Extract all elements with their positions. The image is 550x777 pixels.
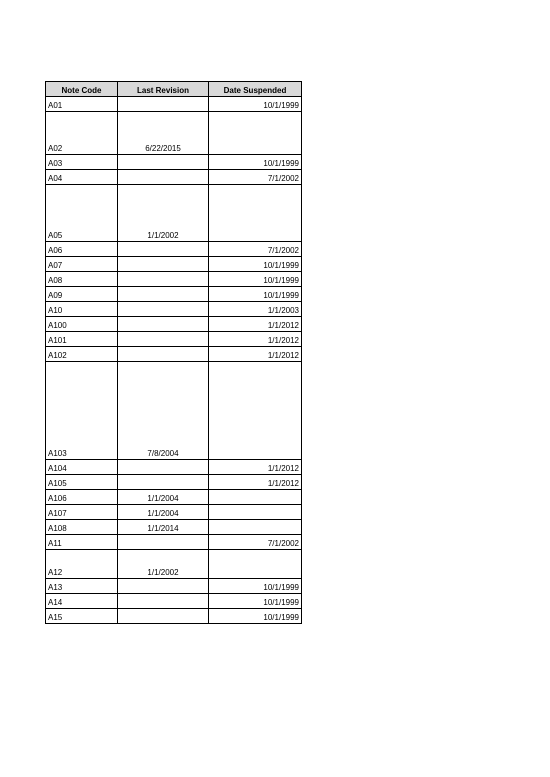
date-suspended-cell: 7/1/2002 [209,242,302,257]
last-revision-cell [118,460,209,475]
note-code-cell: A13 [46,579,118,594]
note-code-cell: A107 [46,505,118,520]
note-code-cell: A04 [46,170,118,185]
last-revision-cell [118,475,209,490]
table-row [46,242,302,257]
date-suspended-cell [209,185,302,242]
note-code-cell: A03 [46,155,118,170]
table-row [46,609,302,624]
note-code-cell: A01 [46,97,118,112]
note-code-cell: A15 [46,609,118,624]
note-code-cell: A09 [46,287,118,302]
note-code-cell: A06 [46,242,118,257]
date-suspended-cell: 10/1/1999 [209,609,302,624]
last-revision-cell [118,170,209,185]
last-revision-cell [118,594,209,609]
note-code-cell: A102 [46,347,118,362]
table-row [46,112,302,155]
table-body [46,97,302,624]
note-code-cell: A103 [46,362,118,460]
table-row [46,579,302,594]
last-revision-cell: 1/1/2002 [118,550,209,579]
date-suspended-cell [209,490,302,505]
date-suspended-cell: 1/1/2012 [209,347,302,362]
date-suspended-cell: 10/1/1999 [209,97,302,112]
date-suspended-cell: 1/1/2003 [209,302,302,317]
last-revision-cell: 1/1/2004 [118,505,209,520]
table-row [46,362,302,460]
last-revision-cell: 1/1/2014 [118,520,209,535]
note-code-cell: A02 [46,112,118,155]
note-code-cell: A100 [46,317,118,332]
date-suspended-cell: 10/1/1999 [209,287,302,302]
date-suspended-cell: 1/1/2012 [209,332,302,347]
note-code-cell: A08 [46,272,118,287]
table-row [46,97,302,112]
date-suspended-cell: 1/1/2012 [209,317,302,332]
table-row [46,505,302,520]
last-revision-cell [118,272,209,287]
date-suspended-cell: 7/1/2002 [209,535,302,550]
header-note-code: Note Code [46,82,118,97]
last-revision-cell [118,97,209,112]
header-last-revision: Last Revision [118,82,209,97]
table-row [46,257,302,272]
date-suspended-cell: 1/1/2012 [209,475,302,490]
date-suspended-cell [209,362,302,460]
date-suspended-cell: 10/1/1999 [209,257,302,272]
note-code-cell: A101 [46,332,118,347]
table-row [46,550,302,579]
last-revision-cell: 7/8/2004 [118,362,209,460]
last-revision-cell [118,302,209,317]
note-code-cell: A10 [46,302,118,317]
date-suspended-cell: 10/1/1999 [209,155,302,170]
table-row [46,460,302,475]
header-row [46,82,302,97]
table-row [46,185,302,242]
note-code-cell: A14 [46,594,118,609]
last-revision-cell [118,317,209,332]
date-suspended-cell: 10/1/1999 [209,594,302,609]
table-row [46,287,302,302]
note-code-cell: A106 [46,490,118,505]
note-code-cell: A105 [46,475,118,490]
last-revision-cell [118,257,209,272]
last-revision-cell: 1/1/2004 [118,490,209,505]
last-revision-cell [118,579,209,594]
date-suspended-cell [209,550,302,579]
table-row [46,272,302,287]
note-code-cell: A05 [46,185,118,242]
last-revision-cell [118,347,209,362]
last-revision-cell [118,242,209,257]
table-row [46,302,302,317]
table-row [46,317,302,332]
date-suspended-cell: 7/1/2002 [209,170,302,185]
note-code-cell: A11 [46,535,118,550]
table-row [46,520,302,535]
date-suspended-cell: 10/1/1999 [209,272,302,287]
table-row [46,155,302,170]
last-revision-cell [118,287,209,302]
note-code-cell: A12 [46,550,118,579]
note-code-cell: A108 [46,520,118,535]
table-row [46,475,302,490]
date-suspended-cell: 1/1/2012 [209,460,302,475]
date-suspended-cell [209,505,302,520]
date-suspended-cell: 10/1/1999 [209,579,302,594]
note-code-cell: A07 [46,257,118,272]
table-row [46,490,302,505]
table-row [46,535,302,550]
table-row [46,170,302,185]
last-revision-cell [118,609,209,624]
date-suspended-cell [209,112,302,155]
last-revision-cell [118,535,209,550]
note-code-table [45,81,302,624]
date-suspended-cell [209,520,302,535]
last-revision-cell [118,332,209,347]
last-revision-cell [118,155,209,170]
last-revision-cell: 1/1/2002 [118,185,209,242]
note-code-cell: A104 [46,460,118,475]
last-revision-cell: 6/22/2015 [118,112,209,155]
table-row [46,347,302,362]
table-row [46,332,302,347]
header-date-suspended: Date Suspended [209,82,302,97]
table-row [46,594,302,609]
